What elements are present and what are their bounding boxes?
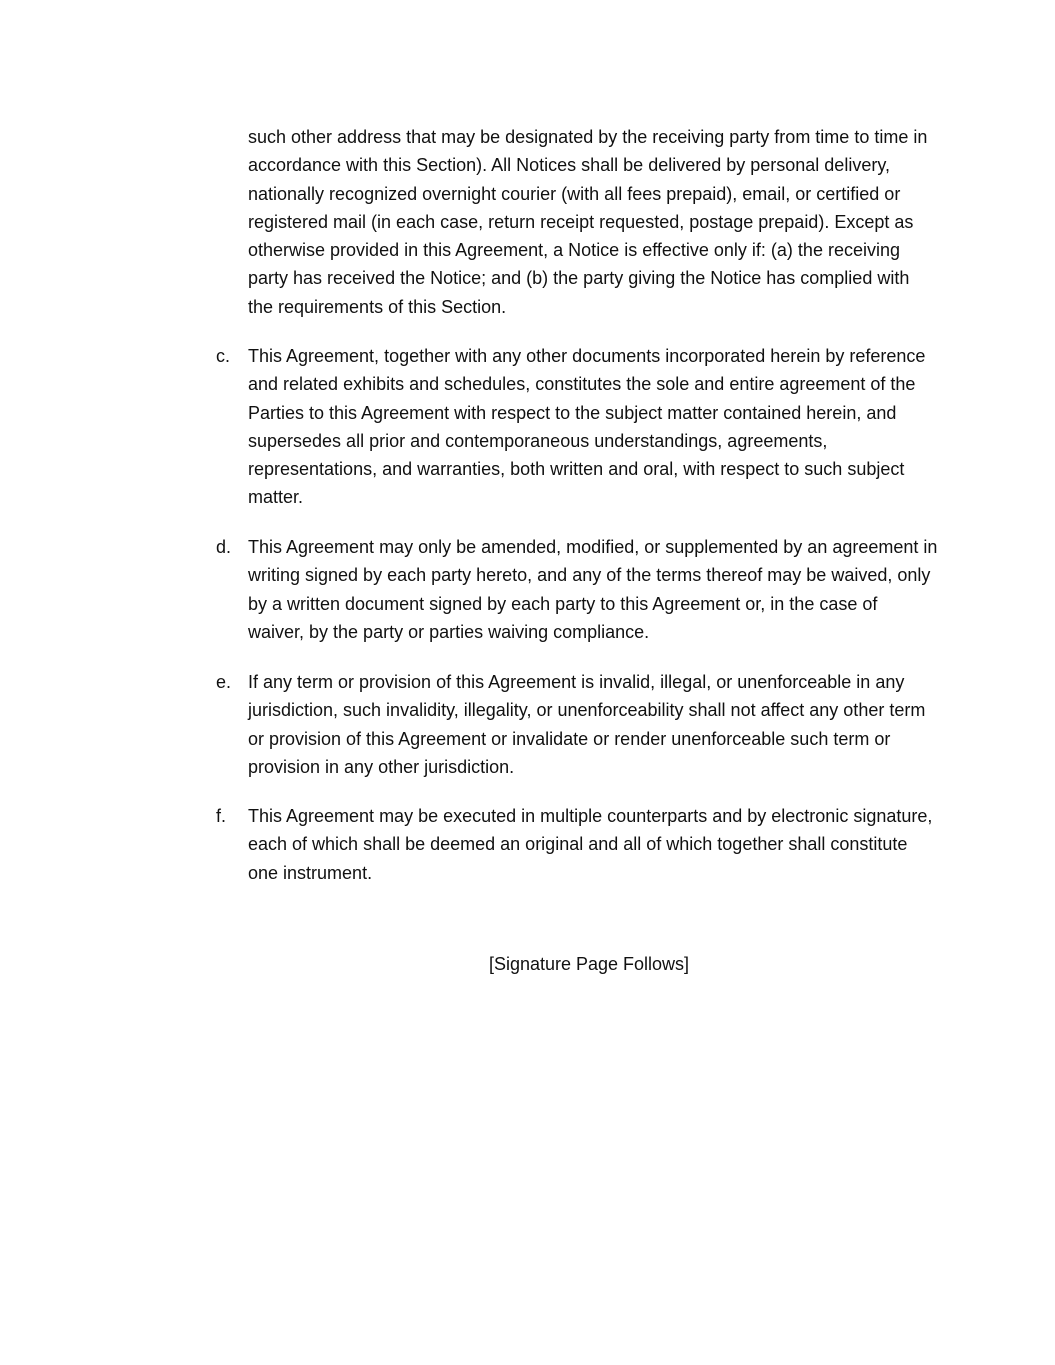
list-marker: e.: [216, 672, 232, 692]
list-item-text: If any term or provision of this Agreement is invalid, illegal, or unenforceable in any jurisdiction, such invalidity, illegality, or unenforceability shall not affect any other term or provision of this Agreement or invalidate or render unenforceable such term or provision in any other jurisdiction.: [248, 672, 926, 777]
list-marker: c.: [216, 346, 231, 366]
list-item-d: [216, 533, 938, 646]
notice-paragraph-continuation: such other address that may be designated by the receiving party from time to time in accordance with this Section). All Notices shall be delivered by personal delivery, nationally recognized overnight courier (with all fees prepaid), email, or certified or registered mail (in each case, return receipt requested, postage prepaid). Except as otherwise provided in this Agreement, a Notice is effective only if: (a) the receiving party has received the Notice; and (b) the party giving the Notice has complied with the requirements of this Section.: [248, 127, 928, 317]
signature-page-note: [Signature Page Follows]: [488, 954, 690, 974]
list-marker: d.: [216, 537, 232, 557]
list-item-c: [216, 342, 938, 512]
list-item-text: This Agreement may only be amended, modified, or supplemented by an agreement in writing signed by each party hereto, and any of the terms thereof may be waived, only by a written document signed by each party to this Agreement or, in the case of waiver, by the party or parties waiving compliance.: [248, 537, 938, 642]
list-item-text: This Agreement may be executed in multiple counterparts and by electronic signature, each of which shall be deemed an original and all of which together shall constitute one instrument.: [248, 806, 933, 883]
list-marker: f.: [216, 806, 227, 826]
list-item-f: [216, 802, 938, 887]
list-item-text: This Agreement, together with any other documents incorporated herein by reference and related exhibits and schedules, constitutes the sole and entire agreement of the Parties to this Agreement with respect to the subject matter contained herein, and supersedes all prior and contemporaneous understandings, agreements, representations, and warranties, both written and oral, with respect to such subject matter.: [248, 346, 926, 508]
list-item-e: [216, 668, 938, 781]
